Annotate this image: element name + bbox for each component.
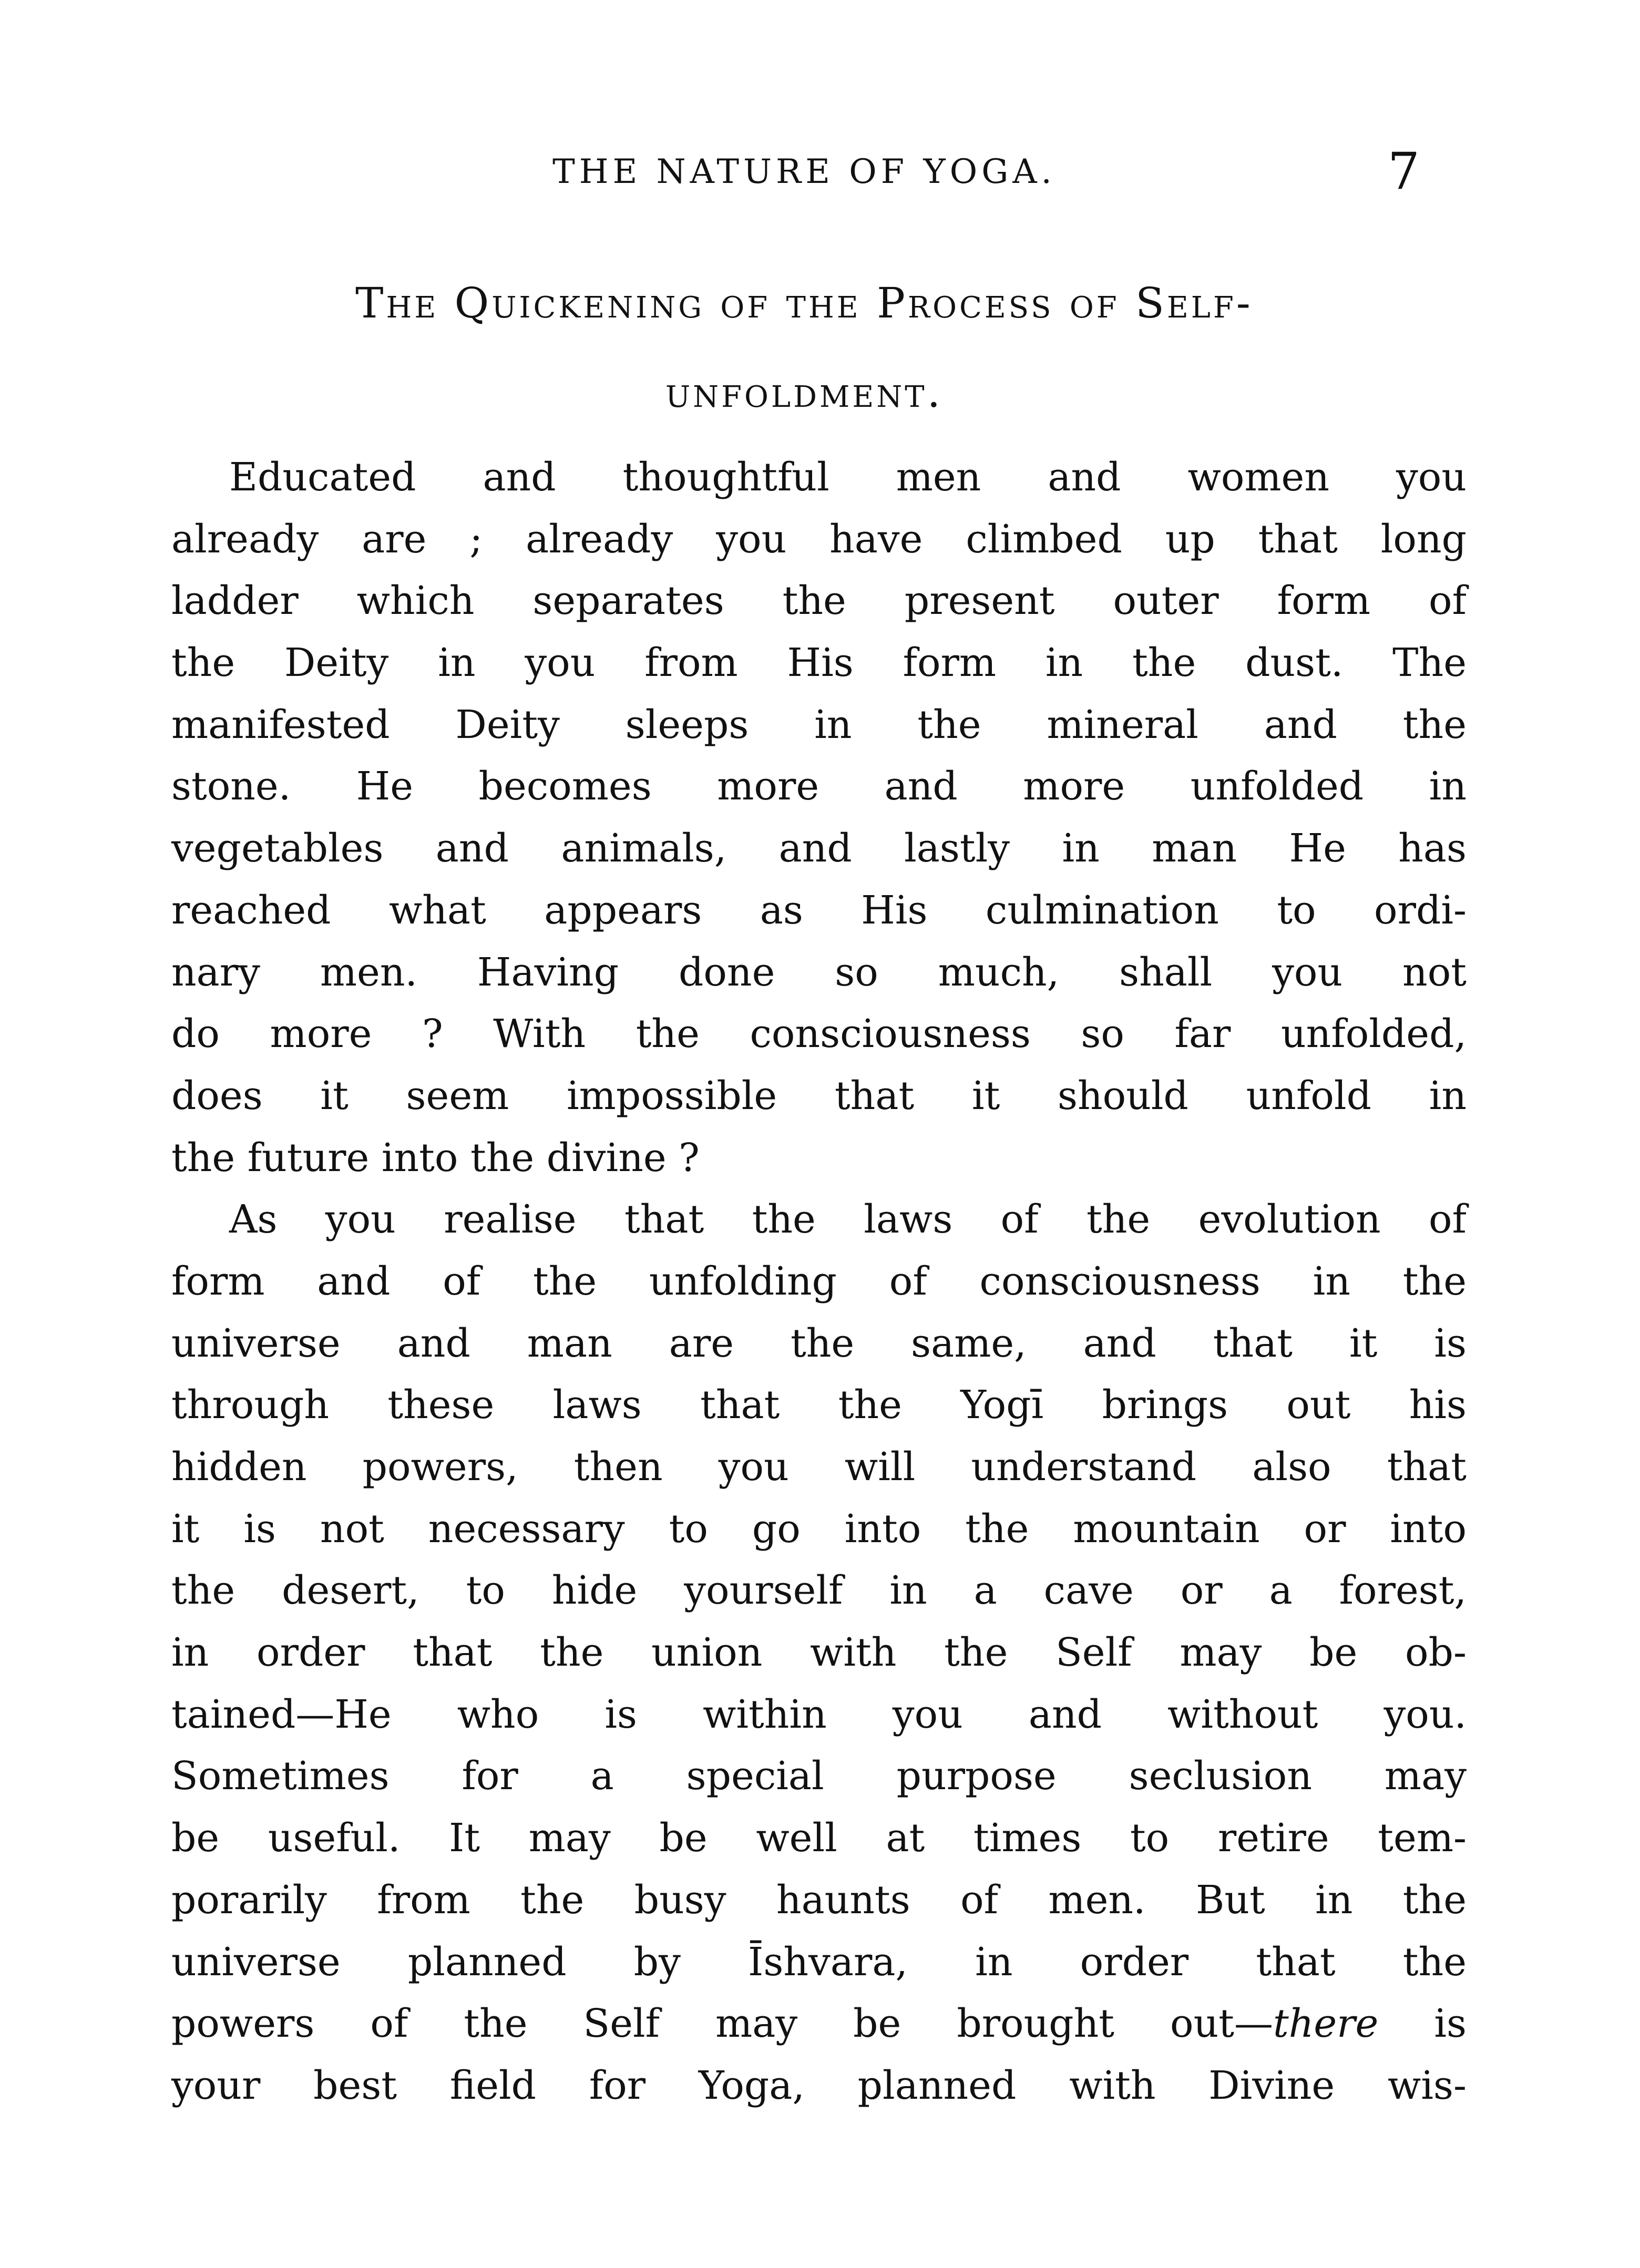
running-head: THE NATURE OF YOGA. <box>552 152 1056 191</box>
text-line: be useful. It may be well at times to retire tem- <box>171 1815 1467 1861</box>
text-line: reached what appears as His culmination to ordi- <box>171 887 1467 933</box>
section-heading-continued: unfoldment. <box>665 368 944 417</box>
text-line: ladder which separates the present outer form of <box>171 578 1467 624</box>
text-line: the desert, to hide yourself in a cave or a forest, <box>171 1568 1467 1614</box>
text-line: do more ? With the consciousness so far unfolded, <box>171 1011 1467 1057</box>
paragraph-2 <box>171 1189 1467 2117</box>
text-line: through these laws that the Yogī brings out his <box>171 1382 1467 1428</box>
text-line: stone. He becomes more and more unfolded in <box>171 764 1467 809</box>
text-line: tained—He who is within you and without you. <box>171 1691 1467 1737</box>
section-heading: The Quickening of the Process of Self- <box>355 279 1253 327</box>
text-line: vegetables and animals, and lastly in man He has <box>171 826 1467 871</box>
text-line: As you realise that the laws of the evolution of <box>229 1197 1467 1243</box>
text-line: hidden powers, then you will understand also that <box>171 1444 1467 1490</box>
text-line: the future into the divine ? <box>171 1135 700 1181</box>
text-line: it is not necessary to go into the mountain or into <box>171 1506 1467 1552</box>
text-line: your best field for Yoga, planned with Divine wis- <box>171 2062 1467 2108</box>
paragraph-1 <box>171 447 1467 1189</box>
text-segment: powers of the Self may be brought out— <box>171 2001 1273 2047</box>
text-line: universe planned by Īshvara, in order that the <box>171 1939 1467 1985</box>
text-line: the Deity in you from His form in the dust. The <box>171 640 1467 686</box>
text-line: manifested Deity sleeps in the mineral and the <box>171 702 1467 747</box>
text-line: Educated and thoughtful men and women you <box>229 455 1467 500</box>
text-line: already are ; already you have climbed up that long <box>171 516 1467 562</box>
text-line: porarily from the busy haunts of men. But in the <box>171 1877 1467 1923</box>
text-line: does it seem impossible that it should unfold in <box>171 1073 1467 1118</box>
text-line: in order that the union with the Self may be ob- <box>171 1630 1467 1676</box>
body-text <box>171 447 1467 2117</box>
text-line: Sometimes for a special purpose seclusion may <box>171 1753 1467 1799</box>
text-line-with-italic <box>171 1993 1467 2055</box>
text-line: universe and man are the same, and that it is <box>171 1320 1467 1366</box>
text-line: nary men. Having done so much, shall you not <box>171 949 1467 995</box>
text-segment: is <box>1378 2001 1467 2047</box>
text-line: form and of the unfolding of consciousness in the <box>171 1258 1467 1304</box>
page-number: 7 <box>1388 142 1420 201</box>
italic-emphasis: there <box>1273 2001 1379 2047</box>
